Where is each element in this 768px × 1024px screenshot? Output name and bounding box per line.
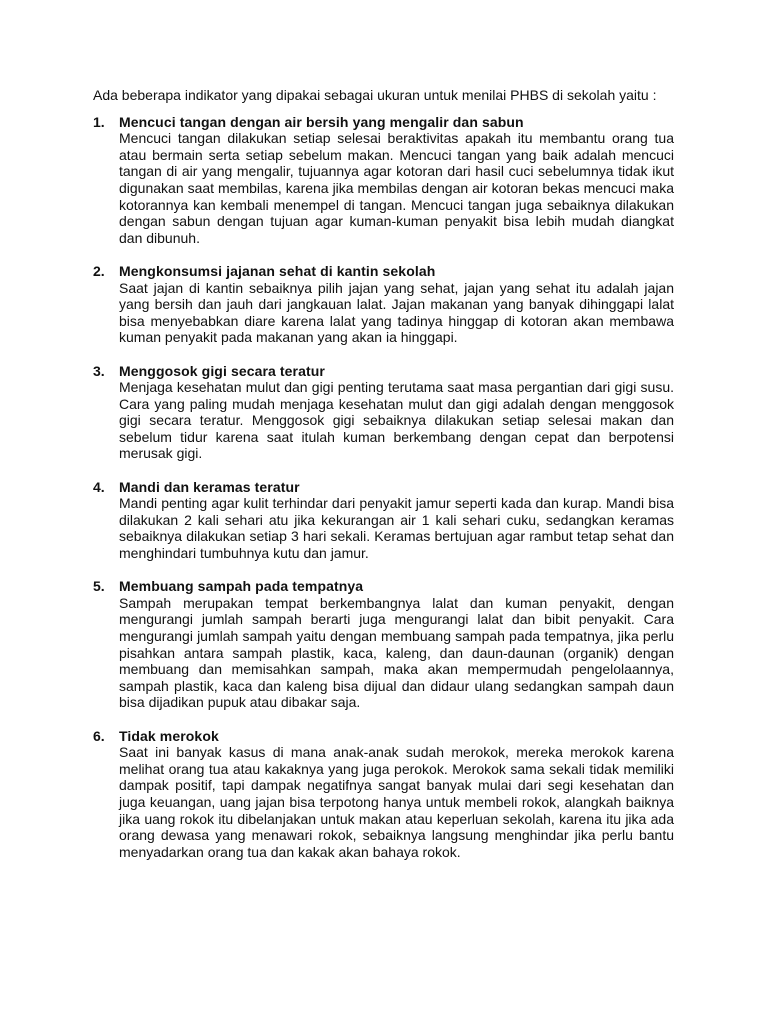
- list-item-text: Mencuci tangan dilakukan setiap selesai beraktivitas apakah itu membantu orang tua atau bermain serta setiap sebelum makan. Mencuci tangan yang baik adalah mencuci tangan di air yang mengalir, tujuannya agar kotoran dari hasil cuci sebelumnya tidak ikut digunakan saat membilas, karena jika membilas dengan air kotoran bekas mencuci maka kotorannya kan kembali menempel di tangan. Mencuci tangan juga sebaiknya dilakukan dengan sabun dengan tujuan agar kuman-kuman penyakit bisa lebih mudah diangkat dan dibunuh.: [119, 130, 674, 246]
- list-item: [93, 114, 674, 247]
- intro-block: [93, 87, 674, 104]
- list-item-text: Menjaga kesehatan mulut dan gigi penting terutama saat masa pergantian dari gigi susu. Cara yang paling mudah menjaga kesehatan mulut dan gigi adalah dengan menggosok gigi secara teratur. Menggosok gigi sebaiknya dilakukan setiap selesai makan dan sebelum tidur karena saat itulah kuman berkembang dengan cepat dan berpotensi merusak gigi.: [119, 379, 674, 462]
- list-item-title: Mandi dan keramas teratur: [119, 478, 300, 495]
- list-item: [93, 263, 674, 346]
- list-item-body: [119, 728, 674, 861]
- list-item-text: Mandi penting agar kulit terhindar dari penyakit jamur seperti kada dan kurap. Mandi bisa dilakukan 2 kali sehari atu jika kekurangan air 1 kali sehari cuku, sedangkan keramas sebaiknya dilakukan setiap 3 hari sekali. Keramas bertujuan agar rambut tetap sehat dan menghindari tumbuhnya kutu dan jamur.: [119, 495, 674, 562]
- list-item-body: [119, 263, 674, 346]
- list-item-number: 2.: [93, 262, 105, 279]
- list-item-number: 6.: [93, 727, 105, 744]
- list-item-body: [119, 114, 674, 247]
- list-item-text: Sampah merupakan tempat berkembangnya lalat dan kuman penyakit, dengan mengurangi jumlah sampah berarti juga mengurangi lalat dan bibit penyakit. Cara mengurangi jumlah sampah yaitu dengan membuang sampah pada tempatnya, jika perlu pisahkan antara sampah plastik, kaca, kaleng, dan daun-daunan (organik) dengan membuang dan memisahkan sampah, maka akan mempermudah pengelolaannya, sampah plastik, kaca dan kaleng bisa dijual dan didaur ulang sedangkan sampah daun bisa dijadikan pupuk atau dibakar saja.: [119, 594, 674, 711]
- list-item-title: Mencuci tangan dengan air bersih yang mengalir dan sabun: [119, 113, 524, 130]
- list-item-number: 3.: [93, 362, 105, 379]
- list-item-text: Saat ini banyak kasus di mana anak-anak sudah merokok, mereka merokok karena melihat orang tua atau kakaknya yang juga perokok. Merokok sama sekali tidak memiliki dampak positif, tapi dampak negatifnya sangat banyak mulai dari segi kesehatan dan juga keuangan, uang jajan bisa terpotong hanya untuk membeli rokok, alangkah baiknya jika uang rokok itu dibelanjakan untuk makan atau keperluan sekolah, karena itu jika ada orang dewasa yang menawari rokok, sebaiknya langsung menghindar jika perlu bantu menyadarkan orang tua dan kakak akan bahaya rokok.: [119, 744, 674, 860]
- list-item-title: Mengkonsumsi jajanan sehat di kantin sekolah: [119, 262, 436, 279]
- list-item-title: Tidak merokok: [119, 727, 219, 744]
- intro-paragraph: Ada beberapa indikator yang dipakai sebagai ukuran untuk menilai PHBS di sekolah yaitu :: [93, 87, 657, 103]
- list-item-text: Saat jajan di kantin sebaiknya pilih jajan yang sehat, jajan yang sehat itu adalah jajan yang bersih dan jauh dari jangkauan lalat. Jajan makanan yang banyak dihinggapi lalat bisa menyebabkan diare karena lalat yang tadinya hinggap di kotoran akan membawa kuman penyakit pada makanan yang akan ia hinggapi.: [119, 279, 674, 346]
- list-item-body: [119, 479, 674, 562]
- list-item: [93, 578, 674, 711]
- list-item-title: Menggosok gigi secara teratur: [119, 362, 325, 379]
- list-item: [93, 363, 674, 463]
- list-item-body: [119, 578, 674, 711]
- list-item: [93, 479, 674, 562]
- list-item-number: 1.: [93, 113, 105, 130]
- list-item-number: 5.: [93, 578, 105, 595]
- list-item-number: 4.: [93, 478, 105, 495]
- list-item: [93, 728, 674, 861]
- list-item-title: Membuang sampah pada tempatnya: [119, 578, 364, 595]
- list-item-body: [119, 363, 674, 463]
- document-content: [93, 87, 674, 860]
